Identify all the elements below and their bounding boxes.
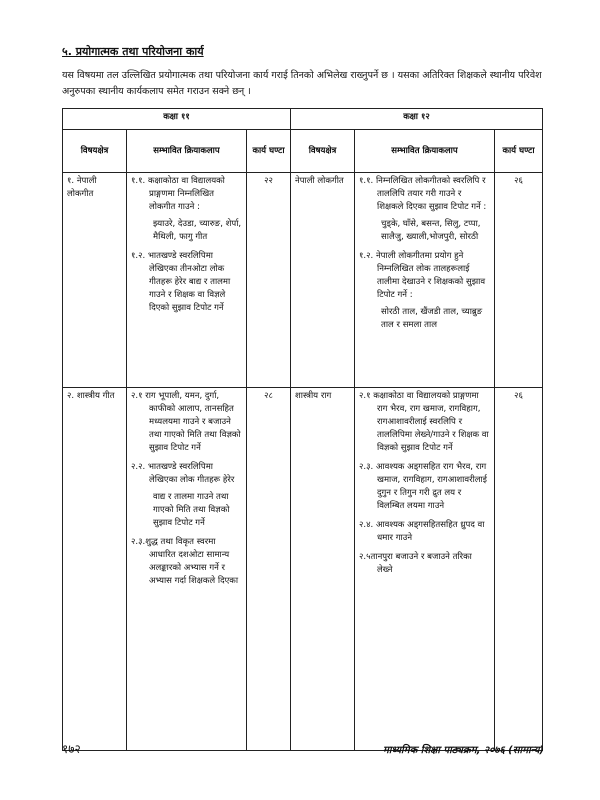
page-number: १७२ xyxy=(62,742,81,756)
section-intro: यस विषयमा तल उल्लिखित प्रयोगात्मक तथा परियोजना कार्य गराई तिनको अभिलेख राख्नुपर्ने छ । यसका अतिरिक्त शिक्षकले स्थानीय परिवेश अनुरुपका स्थानीय कार्यकलाप समेत गराउन सक्ने छन् । xyxy=(62,70,542,97)
table-row xyxy=(63,388,543,751)
hours-cell: २६ xyxy=(495,388,543,751)
col-area-11: विषयक्षेत्र xyxy=(63,130,127,173)
footer-title: माध्यमिक शिक्षा पाठ्यक्रम, २०७६ (सामान्य) xyxy=(382,745,544,756)
activities-cell xyxy=(355,388,495,751)
grade-11-header: कक्षा ११ xyxy=(63,109,291,130)
activities-cell xyxy=(127,388,247,751)
activity-item: २.३.शुद्ध तथा विकृत स्वरमा आधारित दशओटा सामान्य अलङ्कारको अभ्यास गर्ने र अभ्यास गर्दा शिक्षकले दिएका xyxy=(131,537,239,586)
activity-item: १.२. भातखण्डे स्वरलिपिमा लेखिएका तीनओटा लोक गीतहरू हेरेर बाद्य र तालमा गाउने र शिक्षक वा विज्ञले दिएको सुझाव टिपोट गर्ने xyxy=(131,251,231,313)
col-hours-12: कार्य घण्टा xyxy=(495,130,543,173)
area-cell: शास्त्रीय राग xyxy=(291,388,355,751)
hours-cell: २६ xyxy=(495,173,543,388)
area-cell: १. नेपाली लोकगीत xyxy=(63,173,127,388)
activities-cell xyxy=(127,173,247,388)
activity-item: २.२. भातखण्डे स्वरलिपिमा लेखिएका लोक गीतहरू हेरेर वाद्य र तालमा गाउने तथा गाएको मिति तथा विज्ञको सुझाव टिपोट गर्ने xyxy=(131,462,235,528)
col-hours-11: कार्य घण्टा xyxy=(247,130,291,173)
activity-item: २.१ कक्षाकोठा वा विद्यालयको प्राङ्गणमा राग भैरव, राग खमाज, रागविहाग, रागआशावरीलाई स्वरलिपि र ताललिपिमा लेख्ने/गाउने र शिक्षक वा विज्ञको सुझाव टिपोट गर्ने xyxy=(359,391,489,453)
grade-12-header: कक्षा १२ xyxy=(291,109,543,130)
area-cell: २. शास्त्रीय गीत xyxy=(63,388,127,751)
activity-item: २.४. आवश्यक अड्गसहितसहित ध्रुपद वा धमार गाउने xyxy=(359,520,485,543)
activity-item: १.२. नेपाली लोकगीतमा प्रयोग हुने निम्नलिखित लोक तालहरूलाई तालीमा देखाउने र शिक्षकको सुझाव टिपोट गर्ने : सोरठी ताल, खैंजडी ताल, च्याब्रुङ ताल र समला ताल xyxy=(359,251,486,330)
activity-item: २.५तानपुरा बजाउने र बजाउने तरिका लेख्ने xyxy=(359,552,472,575)
table-row xyxy=(63,173,543,388)
hours-cell: २२ xyxy=(247,173,291,388)
area-cell: नेपाली लोकगीत xyxy=(291,173,355,388)
activity-item: २.१ राग भूपाली, यमन, दुर्गा, काफीको आलाप, तानसहित मध्यलयमा गाउने र बजाउने तथा गाएको मिति तथा विज्ञको सुझाव टिपोट गर्ने xyxy=(131,391,241,453)
activity-item: २.३. आवश्यक अड्गसहित राग भैरव, राग खमाज, रागविहाग, रागआशावरीलाई दुगुन र तिगुन गरी द्रुत लय र विलम्बित लयमा गाउने xyxy=(359,462,487,511)
col-area-12: विषयक्षेत्र xyxy=(291,130,355,173)
activity-item: १.१. निम्नलिखित लोकगीतको स्वरलिपि र ताललिपि तयार गरी गाउने र शिक्षकले दिएका सुझाव टिपोट गर्ने : चुड्के, घाँसे, बसन्त, सिलु, टप्पा, सालैजु, ख्याली,भोजपुरी, सोरठी xyxy=(359,176,487,242)
col-activities-11: सम्भावित क्रियाकलाप xyxy=(127,130,247,173)
activities-cell xyxy=(355,173,495,388)
section-heading: ५. प्रयोगात्मक तथा परियोजना कार्य xyxy=(62,45,204,58)
activity-item: १.१. कक्षाकोठा वा विद्यालयको प्राङ्गणमा निम्नलिखित लोकगीत गाउने : झ्याउरे, देउडा, च्यारुङ, शेर्पा, मैथिली, फागु गीत xyxy=(131,176,242,242)
activity-table xyxy=(62,108,543,751)
col-activities-12: सम्भावित क्रियाकलाप xyxy=(355,130,495,173)
hours-cell: २८ xyxy=(247,388,291,751)
